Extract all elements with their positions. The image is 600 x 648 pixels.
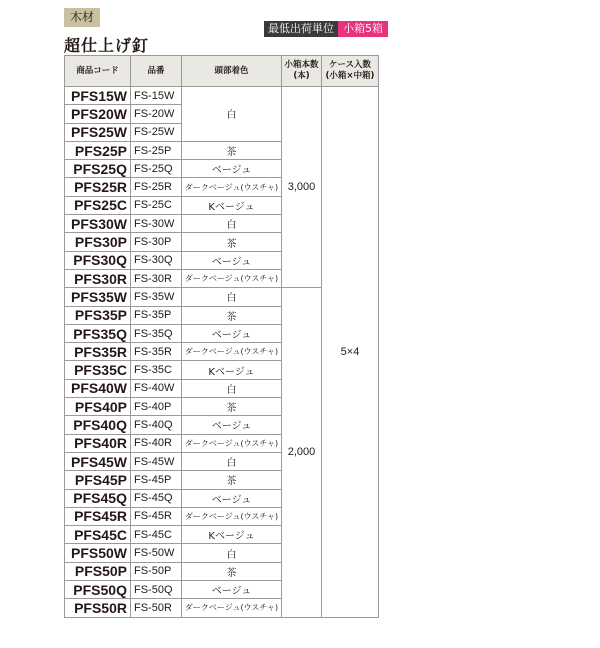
cell-head-color: 茶 bbox=[182, 471, 282, 489]
cell-model-number: FS-40P bbox=[131, 398, 182, 416]
cell-head-color: ベージュ bbox=[182, 489, 282, 507]
spec-table bbox=[64, 55, 379, 618]
cell-product-code: PFS30R bbox=[65, 269, 131, 287]
cell-head-color: 茶 bbox=[182, 306, 282, 324]
cell-head-color: ダークベージュ(ウスチャ) bbox=[182, 599, 282, 617]
min-unit-label: 最低出荷単位 bbox=[264, 21, 338, 37]
cell-head-color: 白 bbox=[182, 544, 282, 562]
cell-model-number: FS-45P bbox=[131, 471, 182, 489]
cell-product-code: PFS35P bbox=[65, 306, 131, 324]
cell-product-code: PFS30W bbox=[65, 215, 131, 233]
cell-head-color: 茶 bbox=[182, 562, 282, 580]
cell-head-color: ダークベージュ(ウスチャ) bbox=[182, 178, 282, 196]
cell-model-number: FS-35W bbox=[131, 288, 182, 306]
cell-product-code: PFS15W bbox=[65, 87, 131, 105]
cell-model-number: FS-45Q bbox=[131, 489, 182, 507]
cell-head-color: ダークベージュ(ウスチャ) bbox=[182, 269, 282, 287]
cell-product-code: PFS35R bbox=[65, 343, 131, 361]
header-case bbox=[322, 56, 379, 87]
cell-product-code: PFS50P bbox=[65, 562, 131, 580]
cell-product-code: PFS45R bbox=[65, 507, 131, 525]
cell-model-number: FS-30R bbox=[131, 269, 182, 287]
cell-product-code: PFS35C bbox=[65, 361, 131, 379]
cell-head-color: 白 bbox=[182, 452, 282, 470]
cell-model-number: FS-45C bbox=[131, 526, 182, 544]
cell-model-number: FS-15W bbox=[131, 87, 182, 105]
cell-product-code: PFS45Q bbox=[65, 489, 131, 507]
cell-product-code: PFS25W bbox=[65, 123, 131, 141]
cell-product-code: PFS25P bbox=[65, 141, 131, 159]
cell-head-color: ベージュ bbox=[182, 581, 282, 599]
cell-product-code: PFS50Q bbox=[65, 581, 131, 599]
cell-model-number: FS-30W bbox=[131, 215, 182, 233]
header-qty-line2: (本) bbox=[293, 71, 310, 81]
cell-head-color: 茶 bbox=[182, 398, 282, 416]
cell-product-code: PFS20W bbox=[65, 105, 131, 123]
cell-head-color: ベージュ bbox=[182, 324, 282, 342]
cell-product-code: PFS35W bbox=[65, 288, 131, 306]
cell-product-code: PFS30Q bbox=[65, 251, 131, 269]
cell-model-number: FS-25R bbox=[131, 178, 182, 196]
cell-model-number: FS-50P bbox=[131, 562, 182, 580]
cell-model-number: FS-45R bbox=[131, 507, 182, 525]
cell-box-quantity: 3,000 bbox=[282, 87, 322, 288]
cell-model-number: FS-50Q bbox=[131, 581, 182, 599]
cell-model-number: FS-50W bbox=[131, 544, 182, 562]
cell-model-number: FS-20W bbox=[131, 105, 182, 123]
cell-model-number: FS-30P bbox=[131, 233, 182, 251]
cell-head-color: 白 bbox=[182, 215, 282, 233]
cell-product-code: PFS45W bbox=[65, 452, 131, 470]
cell-model-number: FS-25P bbox=[131, 141, 182, 159]
table-row bbox=[65, 87, 379, 105]
header-case-line1: ケース入数 bbox=[328, 60, 372, 70]
header-model: 品番 bbox=[131, 56, 182, 87]
cell-model-number: FS-35P bbox=[131, 306, 182, 324]
cell-product-code: PFS50W bbox=[65, 544, 131, 562]
cell-product-code: PFS30P bbox=[65, 233, 131, 251]
cell-model-number: FS-45W bbox=[131, 452, 182, 470]
cell-product-code: PFS35Q bbox=[65, 324, 131, 342]
cell-model-number: FS-30Q bbox=[131, 251, 182, 269]
cell-model-number: FS-35R bbox=[131, 343, 182, 361]
table-body bbox=[65, 87, 379, 618]
cell-head-color: ダークベージュ(ウスチャ) bbox=[182, 507, 282, 525]
cell-head-color: ベージュ bbox=[182, 160, 282, 178]
cell-model-number: FS-40R bbox=[131, 434, 182, 452]
cell-head-color: 白 bbox=[182, 288, 282, 306]
cell-product-code: PFS40W bbox=[65, 379, 131, 397]
cell-head-color: Kベージュ bbox=[182, 526, 282, 544]
cell-case-quantity: 5×4 bbox=[322, 87, 379, 618]
cell-model-number: FS-25W bbox=[131, 123, 182, 141]
cell-product-code: PFS40R bbox=[65, 434, 131, 452]
cell-product-code: PFS25C bbox=[65, 196, 131, 214]
cell-product-code: PFS45C bbox=[65, 526, 131, 544]
cell-product-code: PFS50R bbox=[65, 599, 131, 617]
table-header-row bbox=[65, 56, 379, 87]
cell-product-code: PFS45P bbox=[65, 471, 131, 489]
cell-head-color: 茶 bbox=[182, 233, 282, 251]
cell-model-number: FS-40Q bbox=[131, 416, 182, 434]
cell-product-code: PFS25Q bbox=[65, 160, 131, 178]
cell-head-color: ダークベージュ(ウスチャ) bbox=[182, 343, 282, 361]
min-unit-badge bbox=[264, 21, 388, 37]
page-title: 超仕上げ釘 bbox=[64, 36, 150, 55]
cell-model-number: FS-35Q bbox=[131, 324, 182, 342]
header-qty bbox=[282, 56, 322, 87]
cell-head-color: ダークベージュ(ウスチャ) bbox=[182, 434, 282, 452]
cell-head-color: 白 bbox=[182, 87, 282, 142]
cell-product-code: PFS40P bbox=[65, 398, 131, 416]
cell-model-number: FS-50R bbox=[131, 599, 182, 617]
cell-product-code: PFS25R bbox=[65, 178, 131, 196]
cell-box-quantity: 2,000 bbox=[282, 288, 322, 617]
header-qty-line1: 小箱本数 bbox=[284, 60, 319, 70]
cell-head-color: Kベージュ bbox=[182, 361, 282, 379]
cell-head-color: 白 bbox=[182, 379, 282, 397]
header-case-line2: (小箱×中箱) bbox=[325, 71, 375, 81]
cell-model-number: FS-25C bbox=[131, 196, 182, 214]
cell-model-number: FS-35C bbox=[131, 361, 182, 379]
cell-model-number: FS-40W bbox=[131, 379, 182, 397]
cell-product-code: PFS40Q bbox=[65, 416, 131, 434]
cell-head-color: ベージュ bbox=[182, 251, 282, 269]
min-unit-value: 小箱5箱 bbox=[338, 21, 388, 37]
cell-head-color: ベージュ bbox=[182, 416, 282, 434]
header-code: 商品コード bbox=[65, 56, 131, 87]
category-tag: 木材 bbox=[64, 8, 100, 27]
cell-head-color: 茶 bbox=[182, 141, 282, 159]
header-color: 頭部着色 bbox=[182, 56, 282, 87]
cell-model-number: FS-25Q bbox=[131, 160, 182, 178]
cell-head-color: Kベージュ bbox=[182, 196, 282, 214]
